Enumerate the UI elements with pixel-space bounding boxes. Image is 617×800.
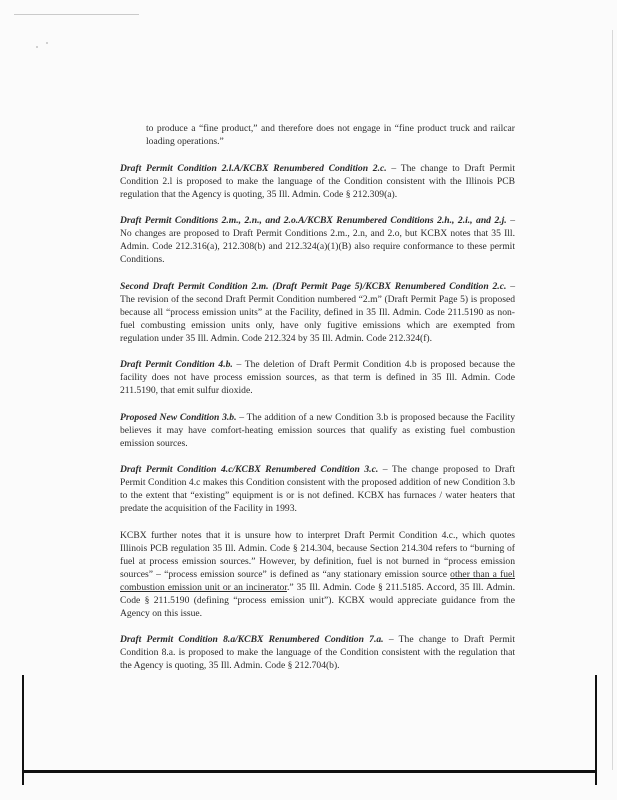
paragraph-heading: Draft Permit Condition 8.a/KCBX Renumbered Condition 7.a.	[120, 634, 384, 645]
paragraph	[120, 358, 515, 397]
paragraph-text: – The change proposed to Draft Permit Condition 4.c makes this Condition consistent with the proposed addition of new Condition 3.b to the extent that “existing” equipment is or is not defined. KCBX has furnaces / water heaters that predate the acquisition of the Facility in 1993.	[120, 464, 515, 514]
paragraph-text: KCBX further notes that it is unsure how to interpret Draft Permit Condition 4.c., which quotes Illinois PCB regulation 35 Ill. Admin. Code § 214.304, because Section 214.304 refers to “burning of fuel at process emission sources.” However, by definition, fuel is not burned in “process emission sources” – “process emission source” is defined as “any stationary emission source	[120, 529, 515, 580]
paragraph-heading: Draft Permit Conditions 2.m., 2.n., and 2.o.A/KCBX Renumbered Conditions 2.h., 2.i., and 2.j.	[120, 215, 507, 226]
paragraph	[120, 529, 515, 620]
paragraph-heading: Draft Permit Condition 2.l.A/KCBX Renumbered Condition 2.c.	[120, 162, 387, 174]
paragraph-text: – The revision of the second Draft Permit Condition numbered “2.m” (Draft Permit Page 5) is proposed because all “process emission units” at the Facility, defined in 35 Ill. Admin. Code 211.5190 as non-fuel combusting emission units only, have only fugitive emissions which are exempted from regulation under 35 Ill. Admin. Code 212.324 by 35 Ill. Admin. Code 212.324(f).	[120, 280, 515, 344]
page-edge	[612, 30, 613, 770]
document-body	[120, 122, 515, 686]
paragraph-text: – No changes are proposed to Draft Permit Conditions 2.m., 2.n, and 2.o, but KCBX notes that 35 Ill. Admin. Code 212.316(a), 212.308(b) and 212.324(a)(1)(B) also require conformance to these permit Conditions.	[120, 215, 515, 265]
underlined-text: other than a fuel combustion emission unit or an incinerator	[120, 568, 515, 593]
continuation-paragraph: to produce a “fine product,” and therefore does not engage in “fine product truck and railcar loading operations.”	[146, 123, 515, 147]
paragraph-heading: Draft Permit Condition 4.c/KCBX Renumbered Condition 3.c.	[120, 464, 379, 475]
paragraph	[120, 214, 515, 266]
paragraph	[120, 162, 515, 201]
paragraph-heading: Proposed New Condition 3.b.	[120, 411, 237, 423]
scan-frame-left	[22, 675, 24, 785]
scan-frame-right	[595, 675, 597, 785]
paragraph-text: – The change to Draft Permit Condition 8.a. is proposed to make the language of the Condition consistent with the regulation that the Agency is quoting, 35 Ill. Admin. Code § 212.704(b).	[120, 634, 515, 671]
scan-frame-bottom	[22, 770, 597, 773]
paragraph-heading: Draft Permit Condition 4.b.	[120, 359, 233, 370]
paragraph	[120, 280, 515, 345]
paragraph	[120, 633, 515, 672]
paragraph	[120, 411, 515, 450]
paragraph-text: – The deletion of Draft Permit Condition 4.b is proposed because the facility does not have process emission sources, as that term is defined in 35 Ill. Admin. Code 211.5190, that emit sulfur dioxide.	[120, 359, 515, 396]
paragraph-heading: Second Draft Permit Condition 2.m. (Draft Permit Page 5)/KCBX Renumbered Condition 2.c.	[120, 280, 507, 292]
paragraph-text: – The addition of a new Condition 3.b is proposed because the Facility believes it may have comfort-heating emission sources that qualify as existing fuel combustion emission sources.	[120, 411, 516, 449]
paragraph-text: – The change to Draft Permit Condition 2.l is proposed to make the language of the Condition consistent with the Illinois PCB regulation that the Agency is quoting, 35 Ill. Admin. Code § 212.309(a).	[120, 162, 515, 200]
paragraph-text: .” 35 Ill. Admin. Code § 211.5185. Accord, 35 Ill. Admin. Code § 211.5190 (defining “process emission unit”). KCBX would appreciate guidance from the Agency on this issue.	[120, 581, 515, 619]
scan-artifact-line	[14, 14, 139, 15]
scan-artifact-dot	[36, 46, 38, 48]
scan-artifact-dot	[46, 42, 48, 44]
paragraph	[120, 463, 515, 515]
